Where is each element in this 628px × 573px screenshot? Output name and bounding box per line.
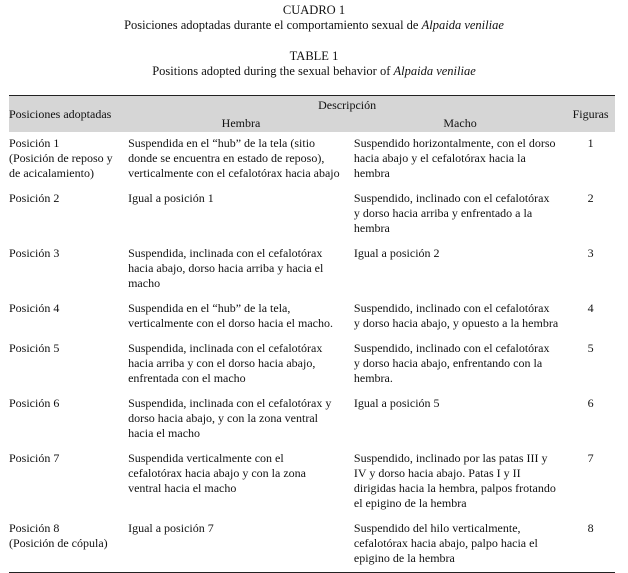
position-note: (Posición de cópula) (9, 536, 108, 550)
cell-figure: 6 (587, 396, 594, 410)
cell-female: Igual a posición 1 (128, 191, 214, 205)
table-row (9, 132, 615, 187)
position-name: Posición 6 (9, 396, 60, 410)
table-title-en-text: Positions adopted during the sexual behavior of (152, 64, 394, 78)
position-name: Posición 4 (9, 301, 60, 315)
table-row (9, 447, 615, 517)
cell-female: Suspendida, inclinada con el cefalotórax y dorso hacia abajo, y con la zona ventral hacia el macho (128, 396, 332, 440)
table-label-es: CUADRO 1 (282, 3, 346, 17)
cell-male: Suspendido, inclinado con el cefalotórax y dorso hacia abajo, enfrentando con la hembra. (353, 341, 550, 385)
cell-position (9, 517, 128, 573)
cell-position (9, 337, 128, 392)
cell-figure: 8 (587, 521, 594, 535)
species-name-es: Alpaida veniliae (421, 18, 504, 32)
header-description: Descripción (128, 96, 566, 115)
header-figures: Figuras (566, 96, 615, 133)
cell-male: Suspendido, inclinado con el cefalotórax y dorso hacia abajo, y opuesto a la hembra (353, 301, 559, 330)
position-name: Posición 8 (9, 521, 60, 535)
cell-figure: 4 (587, 301, 594, 315)
cell-figure: 1 (587, 136, 594, 150)
cell-male: Suspendido horizontalmente, con el dorso hacia abajo y el cefalotórax hacia la hembra (353, 136, 556, 180)
cell-male: Suspendido, inclinado por las patas III y IV y dorso hacia abajo. Patas I y II dirigidas hacia la hembra, palpos frotando el epigino de la hembra (353, 451, 556, 510)
header-female: Hembra (128, 114, 354, 132)
position-name: Posición 2 (9, 191, 60, 205)
cell-figure: 2 (587, 191, 594, 205)
cell-male: Igual a posición 5 (353, 396, 440, 410)
cell-figure: 7 (587, 451, 594, 465)
cell-male: Igual a posición 2 (353, 246, 440, 260)
species-name-en: Alpaida veniliae (393, 64, 476, 78)
cell-male: Suspendido, inclinado con el cefalotórax y dorso hacia arriba y enfrentado a la hembra (353, 191, 550, 235)
positions-table (9, 95, 615, 573)
table-label-en: TABLE 1 (289, 49, 339, 63)
cell-female: Suspendida, inclinada con el cefalotórax hacia abajo, dorso hacia arriba y hacia el macho (128, 246, 324, 290)
cell-female: Suspendida verticalmente con el cefalotórax hacia abajo y con la zona ventral hacia el macho (128, 451, 306, 495)
cell-female: Igual a posición 7 (128, 521, 214, 535)
cell-position (9, 242, 128, 297)
table-body (9, 132, 615, 573)
table-title-es-text: Posiciones adoptadas durante el comportamiento sexual de (124, 18, 422, 32)
table-row (9, 337, 615, 392)
position-name: Posición 1 (9, 136, 60, 150)
table-title-es (0, 18, 628, 33)
cell-male: Suspendido del hilo verticalmente, cefalotórax hacia abajo, palpo hacia el epigino de la hembra (353, 521, 538, 565)
header-positions: Posiciones adoptadas (9, 96, 128, 133)
cell-position (9, 392, 128, 447)
cell-position (9, 447, 128, 517)
cell-female: Suspendida en el “hub” de la tela, verticalmente con el dorso hacia el macho. (128, 301, 333, 330)
cell-female: Suspendida, inclinada con el cefalotórax hacia arriba y con el dorso hacia abajo, enfrentada con el macho (128, 341, 323, 385)
position-name: Posición 7 (9, 451, 60, 465)
table-row (9, 392, 615, 447)
positions-table-grid (9, 95, 615, 573)
table-row (9, 297, 615, 337)
cell-position (9, 132, 128, 187)
cell-position (9, 297, 128, 337)
cell-position (9, 187, 128, 242)
header-male: Macho (354, 114, 566, 132)
position-name: Posición 3 (9, 246, 60, 260)
cell-female: Suspendida en el “hub” de la tela (sitio donde se encuentra en estado de reposo), verticalmente con el cefalotórax hacia abajo (128, 136, 340, 180)
position-note: (Posición de reposo y de acicalamiento) (9, 151, 113, 180)
table-title-en (0, 64, 628, 79)
table-row (9, 187, 615, 242)
table-row (9, 517, 615, 573)
position-name: Posición 5 (9, 341, 60, 355)
cell-figure: 3 (587, 246, 594, 260)
cell-figure: 5 (587, 341, 594, 355)
table-row (9, 242, 615, 297)
